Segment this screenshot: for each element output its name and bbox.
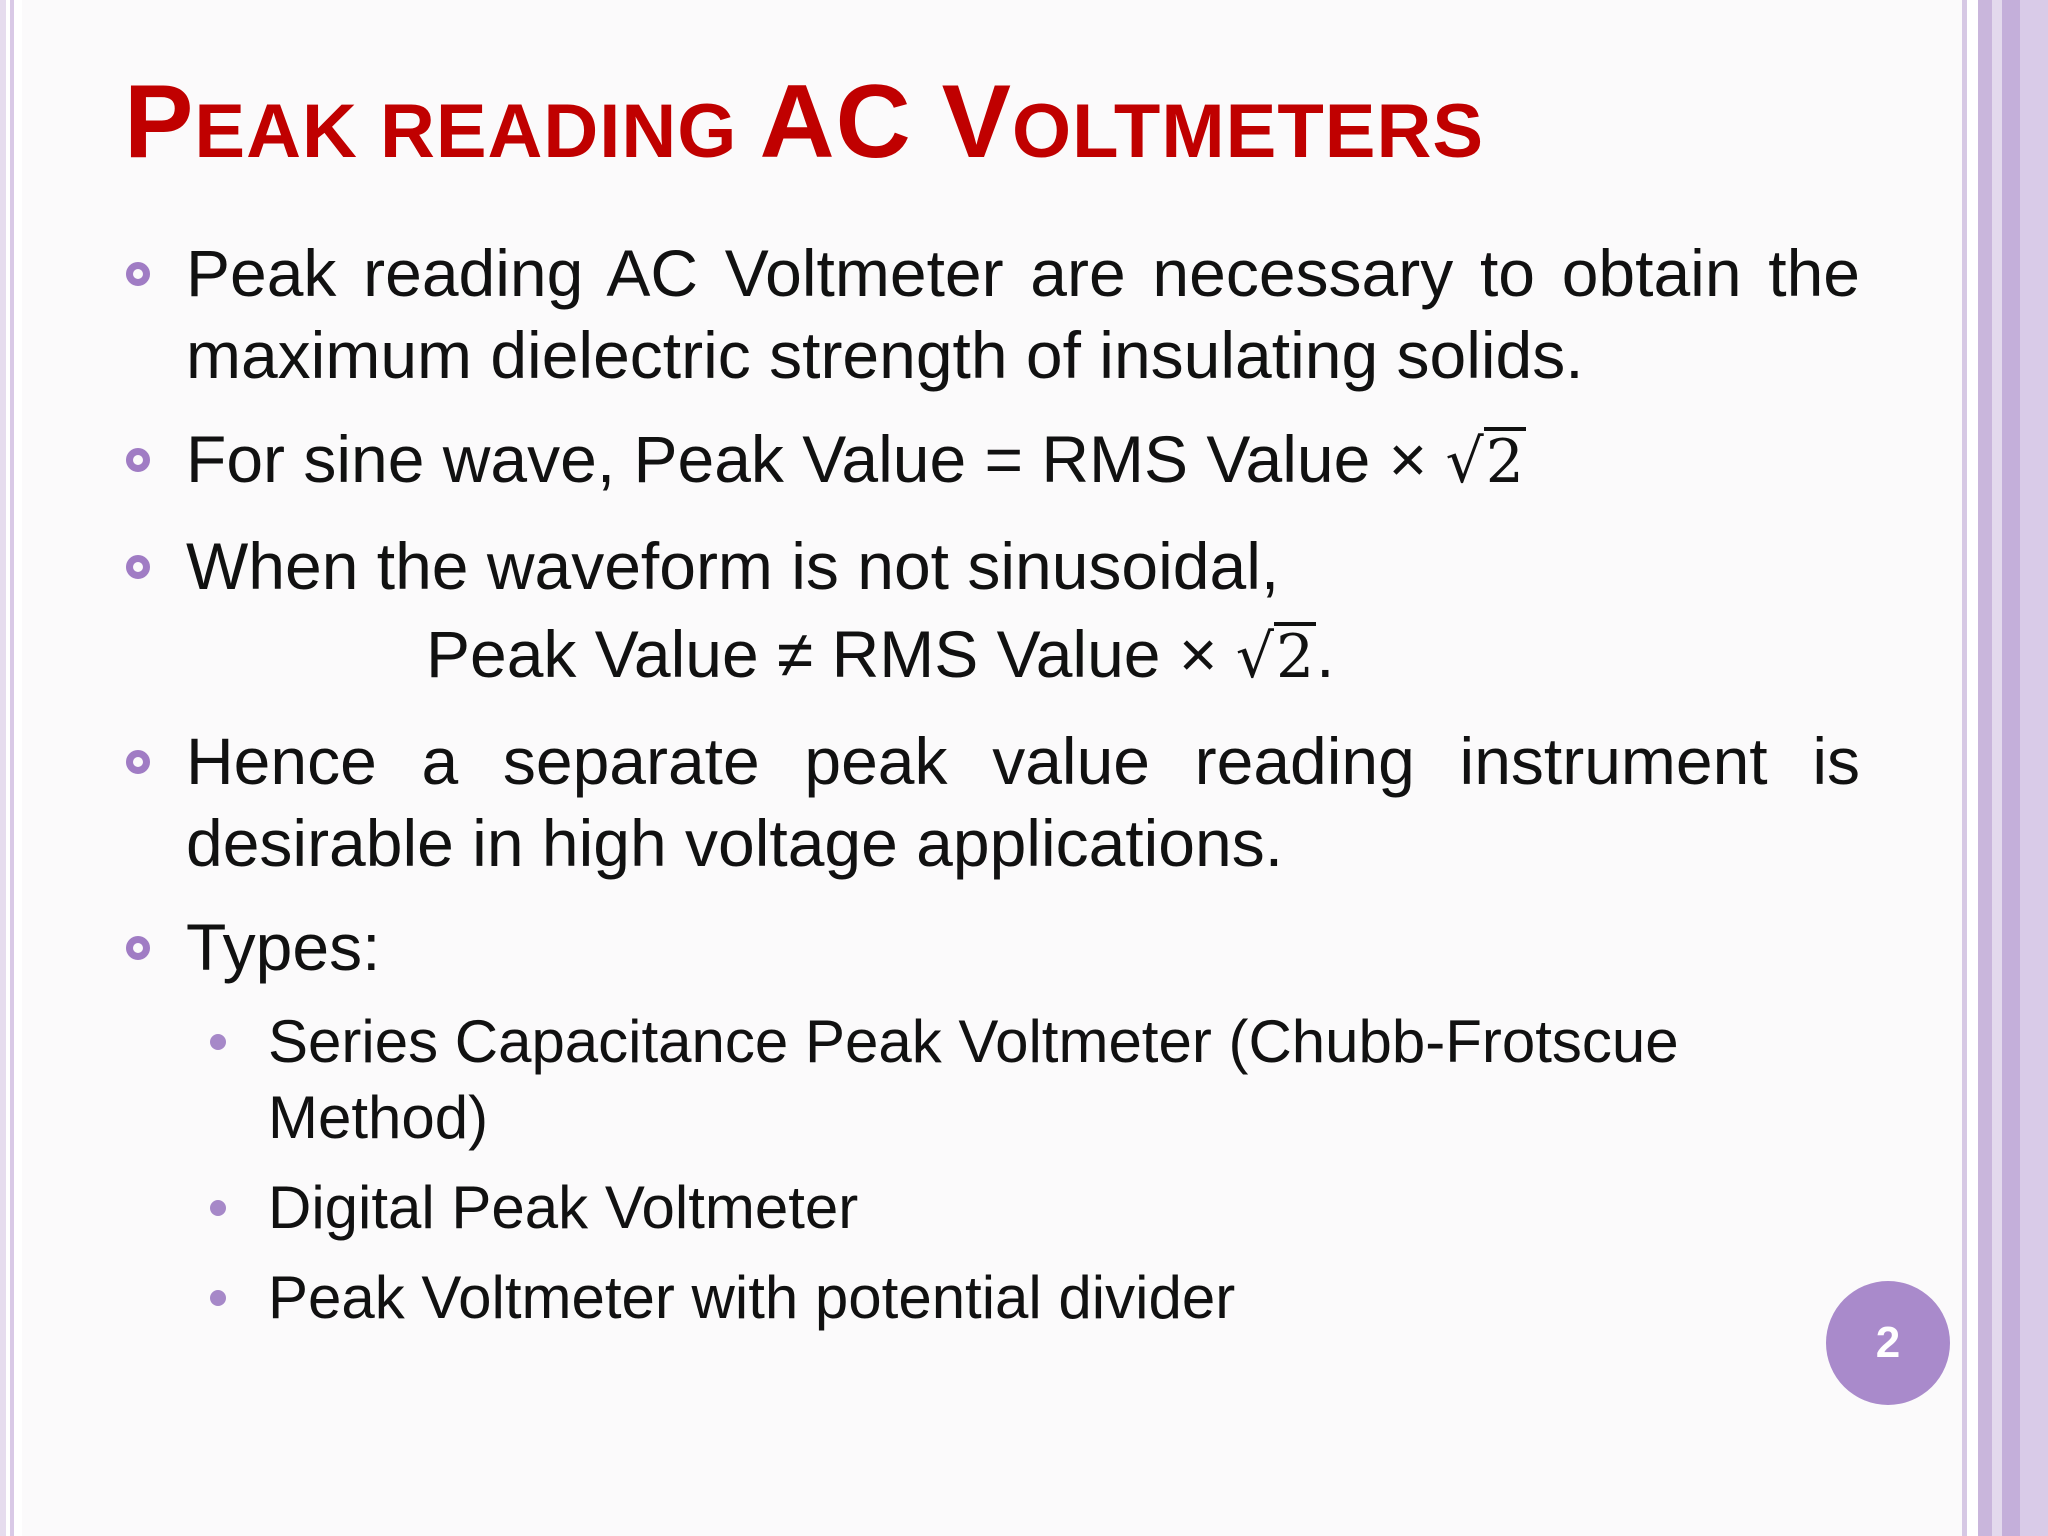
bullet-text: Types: [186,910,381,984]
sub-bullet-item [124,1004,1860,1156]
sub-bullet-item [124,1170,1860,1246]
sqrt-symbol: √ [1445,427,1484,497]
bullet-item [124,720,1860,884]
bullet-item [124,418,1860,503]
bullet-text: Hence a separate peak value reading instrument is desirable in high voltage applications. [186,724,1860,880]
dot-bullet-icon [210,1290,226,1306]
bullet-text: When the waveform is not sinusoidal, [186,529,1280,603]
bullet-item [124,232,1860,396]
sub-bullet-text: Peak Voltmeter with potential divider [268,1264,1236,1331]
ring-bullet-icon [126,262,150,286]
formula-line [124,613,1860,698]
title-part: OLTMETERS [1012,89,1485,174]
bullet-text: Peak reading AC Voltmeter are necessary to obtain the maximum dielectric strength of insulating solids. [186,236,1860,392]
bullet-text: For sine wave, Peak Value = RMS Value × [186,422,1446,496]
ring-bullet-icon [126,448,150,472]
sqrt-expression [1446,421,1526,503]
ring-bullet-icon [126,936,150,960]
title-part: P [124,64,195,180]
page-number-badge: 2 [1826,1281,1950,1405]
sub-bullet-text: Series Capacitance Peak Voltmeter (Chubb-Frotscue Method) [268,1008,1679,1151]
sqrt-argument: 2 [1485,427,1524,497]
title-part: EAK READING [194,89,760,174]
left-frame-border [0,0,22,1536]
slide-title [124,62,1484,192]
sqrt-argument: 2 [1275,622,1315,692]
title-part: AC V [759,64,1013,180]
right-decorative-bar [1962,0,2048,1536]
sub-bullet-item [124,1260,1860,1336]
bullet-item [124,906,1860,988]
formula-text: Peak Value ≠ RMS Value × [426,617,1236,691]
sub-bullet-text: Digital Peak Voltmeter [268,1174,859,1241]
ring-bullet-icon [126,750,150,774]
sqrt-symbol: √ [1235,622,1274,692]
ring-bullet-icon [126,555,150,579]
sqrt-expression [1236,616,1316,698]
bullet-item [124,525,1860,607]
formula-suffix: . [1316,617,1335,691]
dot-bullet-icon [210,1200,226,1216]
slide-body [124,232,1860,1350]
dot-bullet-icon [210,1034,226,1050]
